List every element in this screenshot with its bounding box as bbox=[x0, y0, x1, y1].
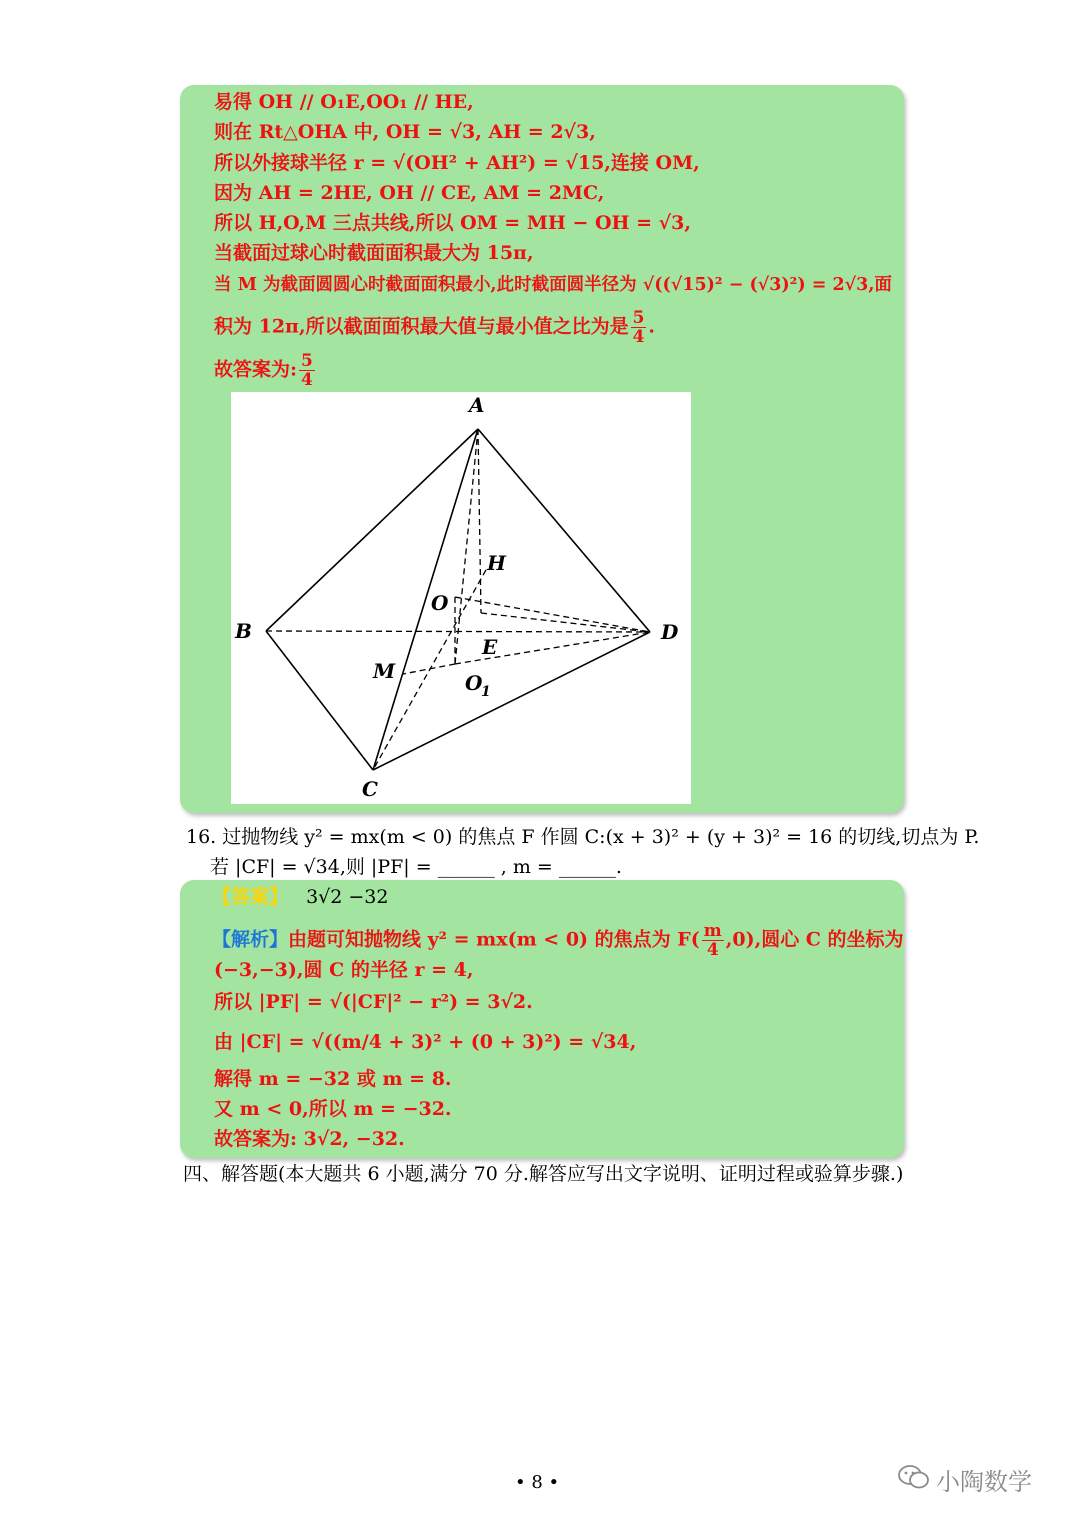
label-O1-subscript: 1 bbox=[481, 684, 491, 700]
label-E: E bbox=[482, 635, 498, 659]
solution-line-7: 当 M 为截面圆圆心时截面面积最小,此时截面圆半径为 √((√15)² − (√3)²) = 2√3,面 bbox=[214, 275, 892, 295]
edge-CD bbox=[373, 632, 650, 770]
analysis-text-a: 由题可知抛物线 y² = mx(m < 0) 的焦点为 F( bbox=[288, 928, 700, 951]
ratio-numerator: 5 bbox=[632, 308, 645, 328]
answer-numerator: 5 bbox=[301, 351, 313, 371]
watermark bbox=[898, 1462, 1032, 1497]
line-AE-hidden bbox=[478, 429, 481, 613]
solution-line-4: 因为 AH = 2HE, OH // CE, AM = 2MC, bbox=[214, 182, 605, 204]
answer-line bbox=[212, 885, 388, 909]
ratio-denominator: 4 bbox=[632, 327, 645, 347]
watermark-text: 小陶数学 bbox=[936, 1468, 1032, 1496]
label-O1: O bbox=[465, 671, 483, 695]
focus-denominator: 4 bbox=[706, 940, 719, 960]
wechat-icon bbox=[898, 1464, 930, 1496]
solution-answer-line bbox=[214, 352, 317, 389]
label-D: D bbox=[661, 620, 679, 644]
answer-denominator: 4 bbox=[301, 370, 313, 390]
analysis-line-3: 所以 |PF| = √(|CF|² − r²) = 3√2. bbox=[214, 991, 533, 1013]
analysis-line-1 bbox=[212, 922, 904, 959]
solution-line-8: 积为 12π,所以截面面积最大值与最小值之比为是 $\frac{5}{4}$ . bbox=[214, 308, 656, 347]
question-16-line-2: 若 |CF| = √34,则 |PF| = ______ , m = ______. bbox=[210, 856, 622, 878]
ratio-fraction bbox=[631, 309, 647, 346]
edge-BC bbox=[266, 631, 373, 770]
solution-line-3: 所以外接球半径 r = √(OH² + AH²) = √15,连接 OM, bbox=[214, 152, 700, 174]
label-A: A bbox=[469, 393, 485, 417]
analysis-text-b: ,0),圆心 C 的坐标为 bbox=[725, 928, 904, 951]
label-H: H bbox=[487, 551, 506, 575]
page-number: • 8 • bbox=[515, 1472, 560, 1493]
edge-AD bbox=[478, 429, 650, 632]
analysis-tag: 【解析】 bbox=[212, 928, 289, 951]
label-O: O bbox=[431, 591, 449, 615]
solution-line-2: 则在 Rt△OHA 中, OH = √3, AH = 2√3, bbox=[214, 121, 596, 143]
focus-fraction bbox=[702, 922, 724, 959]
answer-value: 3√2 −32 bbox=[306, 886, 389, 908]
analysis-line-6: 又 m < 0,所以 m = −32. bbox=[214, 1098, 452, 1120]
tetrahedron-diagram bbox=[231, 392, 691, 804]
tetrahedron-figure bbox=[231, 392, 691, 804]
solution-line-6: 当截面过球心时截面面积最大为 15π, bbox=[214, 242, 534, 264]
focus-numerator: m bbox=[703, 921, 722, 941]
label-C: C bbox=[362, 777, 378, 801]
solution-line-1: 易得 OH // O₁E,OO₁ // HE, bbox=[214, 91, 474, 113]
line-OD-hidden bbox=[455, 597, 650, 632]
answer-label: 故答案为: bbox=[214, 358, 298, 381]
line-ED-hidden bbox=[481, 613, 650, 632]
analysis-line-2: (−3,−3),圆 C 的半径 r = 4, bbox=[214, 959, 474, 981]
analysis-line-4: 由 |CF| = √((m/4 + 3)² + (0 + 3)²) = √34, bbox=[214, 1031, 637, 1053]
section-4-heading: 四、解答题(本大题共 6 小题,满分 70 分.解答应写出文字说明、证明过程或验算步骤.) bbox=[183, 1163, 904, 1185]
answer-fraction bbox=[299, 352, 315, 389]
label-M: M bbox=[373, 659, 396, 683]
analysis-line-5: 解得 m = −32 或 m = 8. bbox=[214, 1068, 452, 1090]
edge-AC bbox=[373, 429, 478, 770]
label-B: B bbox=[235, 619, 252, 643]
solution-line-8-text: 积为 12π,所以截面面积最大值与最小值之比为是 bbox=[214, 315, 629, 338]
question-16-line-1: 16. 过抛物线 y² = mx(m < 0) 的焦点 F 作圆 C:(x + 3)² + (y + 3)² = 16 的切线,切点为 P. bbox=[186, 826, 980, 848]
analysis-line-7: 故答案为: 3√2, −32. bbox=[214, 1128, 405, 1150]
line-O1M-hidden bbox=[403, 664, 455, 674]
solution-line-5: 所以 H,O,M 三点共线,所以 OM = MH − OH = √3, bbox=[214, 212, 691, 234]
answer-tag: 【答案】 bbox=[212, 886, 289, 908]
